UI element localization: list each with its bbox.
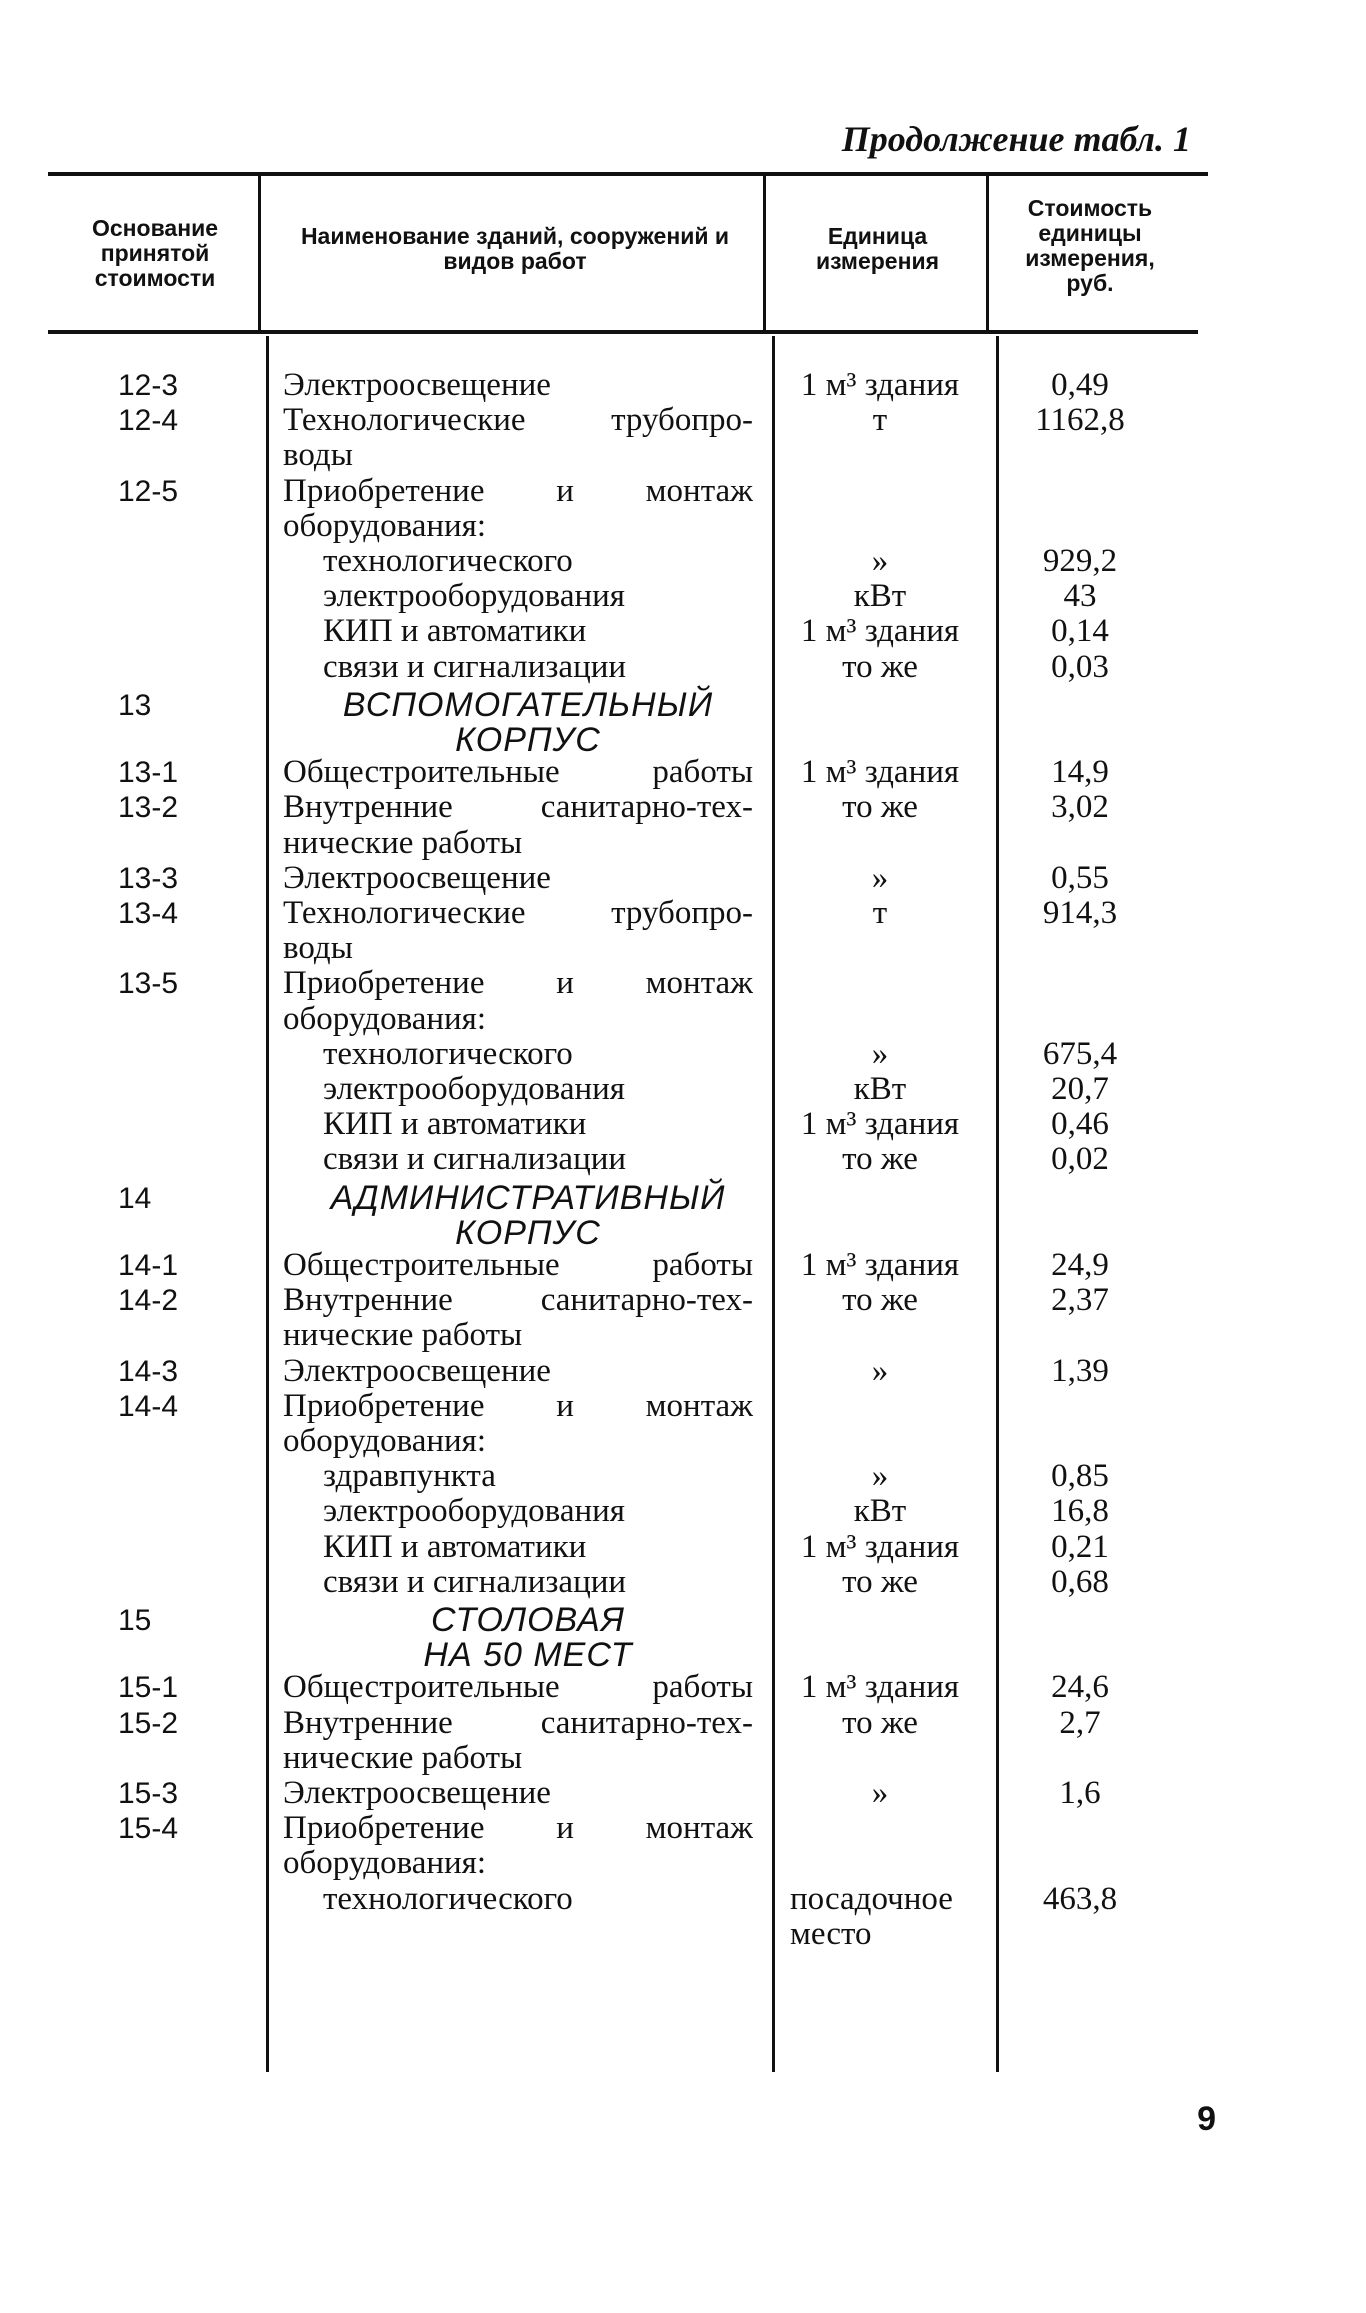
header-rule bbox=[48, 330, 1198, 334]
table-caption: Продолжение табл. 1 bbox=[841, 119, 1191, 159]
row-name: КИП и автоматики bbox=[323, 1528, 587, 1565]
row-name: Приобретение и монтаж bbox=[283, 1810, 753, 1847]
row-unit: » bbox=[871, 543, 889, 579]
row-code: 13-4 bbox=[118, 897, 179, 930]
row-cost: 43 bbox=[1063, 578, 1097, 615]
row-unit: то же bbox=[842, 789, 918, 826]
page-number: 9 bbox=[1197, 2100, 1216, 2138]
column-divider bbox=[986, 174, 989, 332]
row-cost: 0,49 bbox=[1051, 367, 1109, 403]
row-cost: 1,6 bbox=[1059, 1775, 1101, 1811]
column-divider bbox=[996, 336, 999, 2072]
row-cost: 0,85 bbox=[1051, 1458, 1109, 1495]
row-unit: то же bbox=[842, 1141, 918, 1178]
row-name: оборудования: bbox=[283, 1000, 487, 1037]
row-name: Электроосвещение bbox=[283, 1352, 551, 1389]
column-divider bbox=[266, 336, 269, 2072]
row-name: Электроосвещение bbox=[283, 1775, 551, 1811]
row-code: 14-3 bbox=[118, 1354, 179, 1388]
row-name: Приобретение и монтаж bbox=[283, 965, 753, 1002]
row-name: КИП и автоматики bbox=[323, 1106, 587, 1143]
row-name: Внутренние санитарно-тех- bbox=[283, 1704, 753, 1741]
row-name: технологического bbox=[323, 1880, 573, 1917]
row-name: здравпункта bbox=[323, 1458, 496, 1495]
row-unit: то же bbox=[842, 1282, 918, 1319]
row-name: оборудования: bbox=[283, 1423, 487, 1459]
header-basis: Основание принятой стоимости bbox=[91, 215, 219, 291]
row-name: оборудования: bbox=[283, 1845, 487, 1882]
row-name: Внутренние санитарно-тех- bbox=[283, 789, 753, 826]
row-name: связи и сигнализации bbox=[323, 1563, 627, 1600]
row-name: Приобретение и монтаж bbox=[283, 472, 753, 509]
row-name: технологического bbox=[323, 1035, 573, 1072]
header-unit: Единица измерения bbox=[815, 223, 940, 274]
row-cost: 0,14 bbox=[1051, 613, 1109, 650]
row-name: электрооборудования bbox=[323, 1493, 625, 1530]
section-heading: КОРПУС bbox=[455, 1213, 601, 1252]
section-heading: ВСПОМОГАТЕЛЬНЫЙ bbox=[342, 685, 714, 724]
row-code: 13-2 bbox=[118, 791, 179, 825]
row-cost: 0,46 bbox=[1051, 1106, 1109, 1143]
row-unit: » bbox=[871, 1458, 889, 1495]
column-divider bbox=[763, 174, 766, 332]
row-unit: » bbox=[871, 1035, 889, 1072]
row-code: 12-4 bbox=[118, 404, 179, 438]
row-cost: 0,03 bbox=[1051, 648, 1109, 685]
row-name: Электроосвещение bbox=[283, 367, 551, 403]
section-heading: СТОЛОВАЯ bbox=[431, 1601, 625, 1639]
row-unit: то же bbox=[842, 1563, 918, 1600]
row-name: воды bbox=[283, 930, 353, 967]
row-name: электрооборудования bbox=[323, 578, 625, 615]
row-cost: 24,9 bbox=[1051, 1247, 1109, 1283]
row-code: 15-3 bbox=[118, 1777, 179, 1810]
row-unit: 1 м³ здания bbox=[800, 1669, 960, 1706]
row-cost: 0,02 bbox=[1051, 1141, 1109, 1178]
row-code: 14 bbox=[118, 1181, 152, 1215]
row-name: нические работы bbox=[283, 1317, 523, 1354]
row-unit: кВт bbox=[853, 578, 907, 615]
row-name: Внутренние санитарно-тех- bbox=[283, 1282, 753, 1319]
row-cost: 929,2 bbox=[1042, 543, 1118, 579]
row-name: Общестроительные работы bbox=[283, 754, 753, 791]
row-unit: т bbox=[872, 402, 888, 439]
row-unit: 1 м³ здания bbox=[800, 1106, 960, 1143]
row-name: нические работы bbox=[283, 824, 523, 861]
row-unit: » bbox=[871, 1775, 889, 1811]
row-code: 12-3 bbox=[118, 369, 179, 402]
row-cost: 20,7 bbox=[1051, 1071, 1109, 1107]
row-cost: 3,02 bbox=[1051, 789, 1109, 826]
top-rule bbox=[48, 172, 1208, 176]
row-code: 15-4 bbox=[118, 1812, 179, 1846]
row-unit: 1 м³ здания bbox=[800, 367, 960, 403]
row-unit: 1 м³ здания bbox=[800, 613, 960, 650]
row-name: воды bbox=[283, 437, 353, 474]
row-name: технологического bbox=[323, 543, 573, 579]
row-unit: кВт bbox=[853, 1071, 907, 1107]
row-code: 15-2 bbox=[118, 1706, 179, 1740]
column-divider bbox=[258, 174, 261, 332]
row-unit: 1 м³ здания bbox=[800, 1247, 960, 1283]
row-cost: 0,68 bbox=[1051, 1563, 1109, 1600]
row-name: Приобретение и монтаж bbox=[283, 1387, 753, 1424]
row-cost: 0,55 bbox=[1051, 859, 1109, 896]
row-name: связи и сигнализации bbox=[323, 648, 627, 685]
row-unit: 1 м³ здания bbox=[800, 754, 960, 791]
row-code: 14-2 bbox=[118, 1284, 179, 1318]
header-name: Наименование зданий, сооружений и видов работ bbox=[300, 223, 730, 274]
row-code: 15-1 bbox=[118, 1671, 179, 1705]
row-code: 13-3 bbox=[118, 861, 179, 895]
row-name: связи и сигнализации bbox=[323, 1141, 627, 1178]
row-name: Технологические трубопро- bbox=[283, 402, 753, 439]
section-heading: АДМИНИСТРАТИВНЫЙ bbox=[330, 1178, 726, 1217]
row-code: 15 bbox=[118, 1604, 152, 1637]
row-cost: 2,7 bbox=[1059, 1704, 1101, 1741]
row-cost: 16,8 bbox=[1051, 1493, 1109, 1530]
row-cost: 24,6 bbox=[1051, 1669, 1109, 1706]
row-code: 13-1 bbox=[118, 756, 179, 790]
header-cost: Стоимость единицы измерения, руб. bbox=[1025, 195, 1155, 296]
row-name: Технологические трубопро- bbox=[283, 895, 753, 931]
row-unit: посадочное bbox=[790, 1880, 953, 1917]
row-code: 13 bbox=[118, 688, 152, 722]
row-unit: то же bbox=[842, 1704, 918, 1741]
row-code: 12-5 bbox=[118, 474, 179, 508]
row-code: 14-4 bbox=[118, 1389, 179, 1423]
row-cost: 0,21 bbox=[1051, 1528, 1109, 1565]
row-cost: 1,39 bbox=[1051, 1352, 1109, 1389]
row-unit: место bbox=[790, 1915, 872, 1952]
row-name: Общестроительные работы bbox=[283, 1669, 753, 1706]
row-cost: 675,4 bbox=[1042, 1035, 1118, 1072]
row-unit: т bbox=[872, 895, 888, 931]
row-name: Электроосвещение bbox=[283, 859, 551, 896]
section-heading: НА 50 МЕСТ bbox=[423, 1636, 633, 1675]
row-cost: 914,3 bbox=[1042, 895, 1118, 931]
row-unit: 1 м³ здания bbox=[800, 1528, 960, 1565]
row-unit: » bbox=[871, 859, 889, 896]
row-unit: кВт bbox=[853, 1493, 907, 1530]
row-cost: 463,8 bbox=[1042, 1880, 1118, 1917]
row-unit: » bbox=[871, 1352, 889, 1389]
row-name: Общестроительные работы bbox=[283, 1247, 753, 1283]
row-name: оборудования: bbox=[283, 507, 487, 544]
row-cost: 14,9 bbox=[1051, 754, 1109, 791]
row-code: 14-1 bbox=[118, 1249, 179, 1282]
row-unit: то же bbox=[842, 648, 918, 685]
row-name: электрооборудования bbox=[323, 1071, 625, 1107]
row-name: нические работы bbox=[283, 1739, 523, 1776]
section-heading: КОРПУС bbox=[455, 721, 601, 759]
row-cost: 1162,8 bbox=[1035, 402, 1125, 439]
row-code: 13-5 bbox=[118, 967, 179, 1001]
row-name: КИП и автоматики bbox=[323, 613, 587, 650]
row-cost: 2,37 bbox=[1051, 1282, 1109, 1319]
